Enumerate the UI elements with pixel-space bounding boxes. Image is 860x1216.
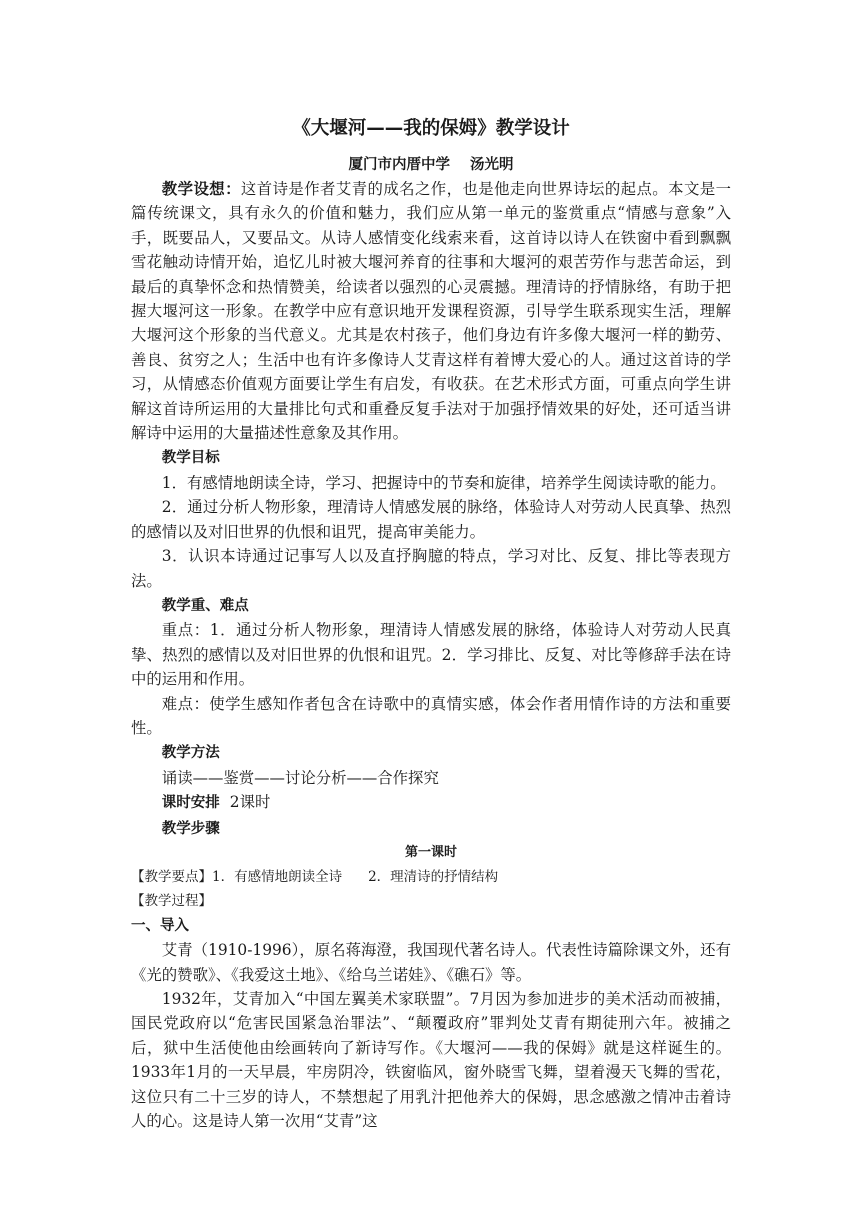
lesson-point-2: 2．理清诗的抒情结构 — [368, 868, 499, 885]
steps-heading: 教学步骤 — [161, 820, 220, 837]
lesson-points-label: 【教学要点】 — [131, 868, 212, 885]
lesson-title: 第一课时 — [404, 844, 457, 860]
document-body — [131, 114, 731, 1133]
key-heading-row — [131, 593, 731, 618]
method-text: 诵读——鉴赏——讨论分析——合作探究 — [161, 768, 439, 787]
lesson-points — [131, 865, 731, 889]
goal-item: 3．认识本诗通过记事写人以及直抒胸臆的特点，学习对比、反复、排比等表现方法。 — [131, 547, 731, 590]
schedule-text: 2课时 — [229, 793, 271, 812]
method-heading-row — [131, 740, 731, 765]
process-label: 【教学过程】 — [131, 893, 212, 910]
design-text: 这首诗是作者艾青的成名之作，也是他走向世界诗坛的起点。本文是一篇传统课文，具有永久的价值和魅力，我们应从第一单元的鉴赏重点“情感与意象”入手，既要品人，又要品文。从诗人感情变化线索来看，这首诗以诗人在铁窗中看到飘飘雪花触动诗情开始，追忆儿时被大堰河养育的往事和大堰河的艰苦劳作与悲苦命运，到最后的真挚怀念和热情赞美，给读者以强烈的心灵震撼。理清诗的抒情脉络，有助于把握大堰河这一形象。在教学中应有意识地开发课程资源，引导学生联系现实生活，理解大堰河这个形象的当代意义。尤其是农村孩子，他们身边有许多像大堰河一样的勤劳、善良、贫穷之人；生活中也有许多像诗人艾青这样有着博大爱心的人。通过这首诗的学习，从情感态价值观方面要让学生有启发，有收获。在艺术形式方面，可重点向学生讲解这首诗所运用的大量排比句式和重叠反复手法对于加强抒情效果的好处，还可适当讲解诗中运用的大量描述性意象及其作用。 — [131, 180, 731, 443]
steps-heading-row — [131, 816, 731, 841]
schedule-row — [131, 790, 731, 815]
goals-heading: 教学目标 — [161, 450, 220, 467]
intro-heading: 一、导入 — [131, 917, 189, 934]
key-point: 重点：1．通过分析人物形象，理清诗人情感发展的脉络，体验诗人对劳动人民真挚、热烈的感情以及对旧世界的仇恨和诅咒。2．学习排比、反复、对比等修辞手法在诗中的运用和作用。 — [131, 621, 731, 689]
method-heading: 教学方法 — [161, 745, 220, 762]
lesson-point-1: 1．有感情地朗读全诗 — [212, 868, 343, 885]
goal-item: 2．通过分析人物形象，理清诗人情感发展的脉络，体验诗人对劳动人民真挚、热烈的感情以及对旧世界的仇恨和诅咒，提高审美能力。 — [131, 498, 731, 541]
schedule-heading: 课时安排 — [161, 795, 220, 812]
design-paragraph — [131, 177, 731, 445]
author-school: 厦门市内厝中学 — [348, 157, 450, 173]
goal-item: 1．有感情地朗读全诗，学习、把握诗中的节奏和旋律，培养学生阅读诗歌的能力。 — [161, 473, 726, 492]
author-line — [131, 153, 731, 177]
intro-paragraph-2: 1932年，艾青加入“中国左翼美术家联盟”。7月因为参加进步的美术活动而被捕，国民党政府以“危害民国紧急治罪法”、“颠覆政府”罪判处艾青有期徒刑六年。被捕之后，狱中生活使他由绘画转向了新诗写作。《大堰河——我的保姆》就是这样诞生的。1933年1月的一天早晨，牢房阴冷，铁窗临风，窗外晓雪飞舞，望着漫天飞舞的雪花，这位只有二十三岁的诗人，不禁想起了用乳汁把他养大的保姆，思念感激之情冲击着诗人的心。这是诗人第一次用“艾青”这 — [131, 990, 731, 1131]
key-heading: 教学重、难点 — [161, 597, 249, 614]
goals-heading-row — [131, 445, 731, 470]
document-title: 《大堰河——我的保姆》教学设计 — [292, 118, 570, 139]
difficult-point: 难点：使学生感知作者包含在诗歌中的真情实感，体会作者用情作诗的方法和重要性。 — [131, 694, 731, 737]
author-name: 汤光明 — [470, 157, 514, 173]
design-label: 教学设想： — [161, 180, 241, 198]
intro-heading-row — [131, 914, 731, 938]
intro-paragraph-1: 艾青（1910-1996），原名蒋海澄，我国现代著名诗人。代表性诗篇除课文外，还有《光的赞歌》、《我爱这土地》、《给乌兰诺娃》、《礁石》等。 — [131, 941, 731, 984]
